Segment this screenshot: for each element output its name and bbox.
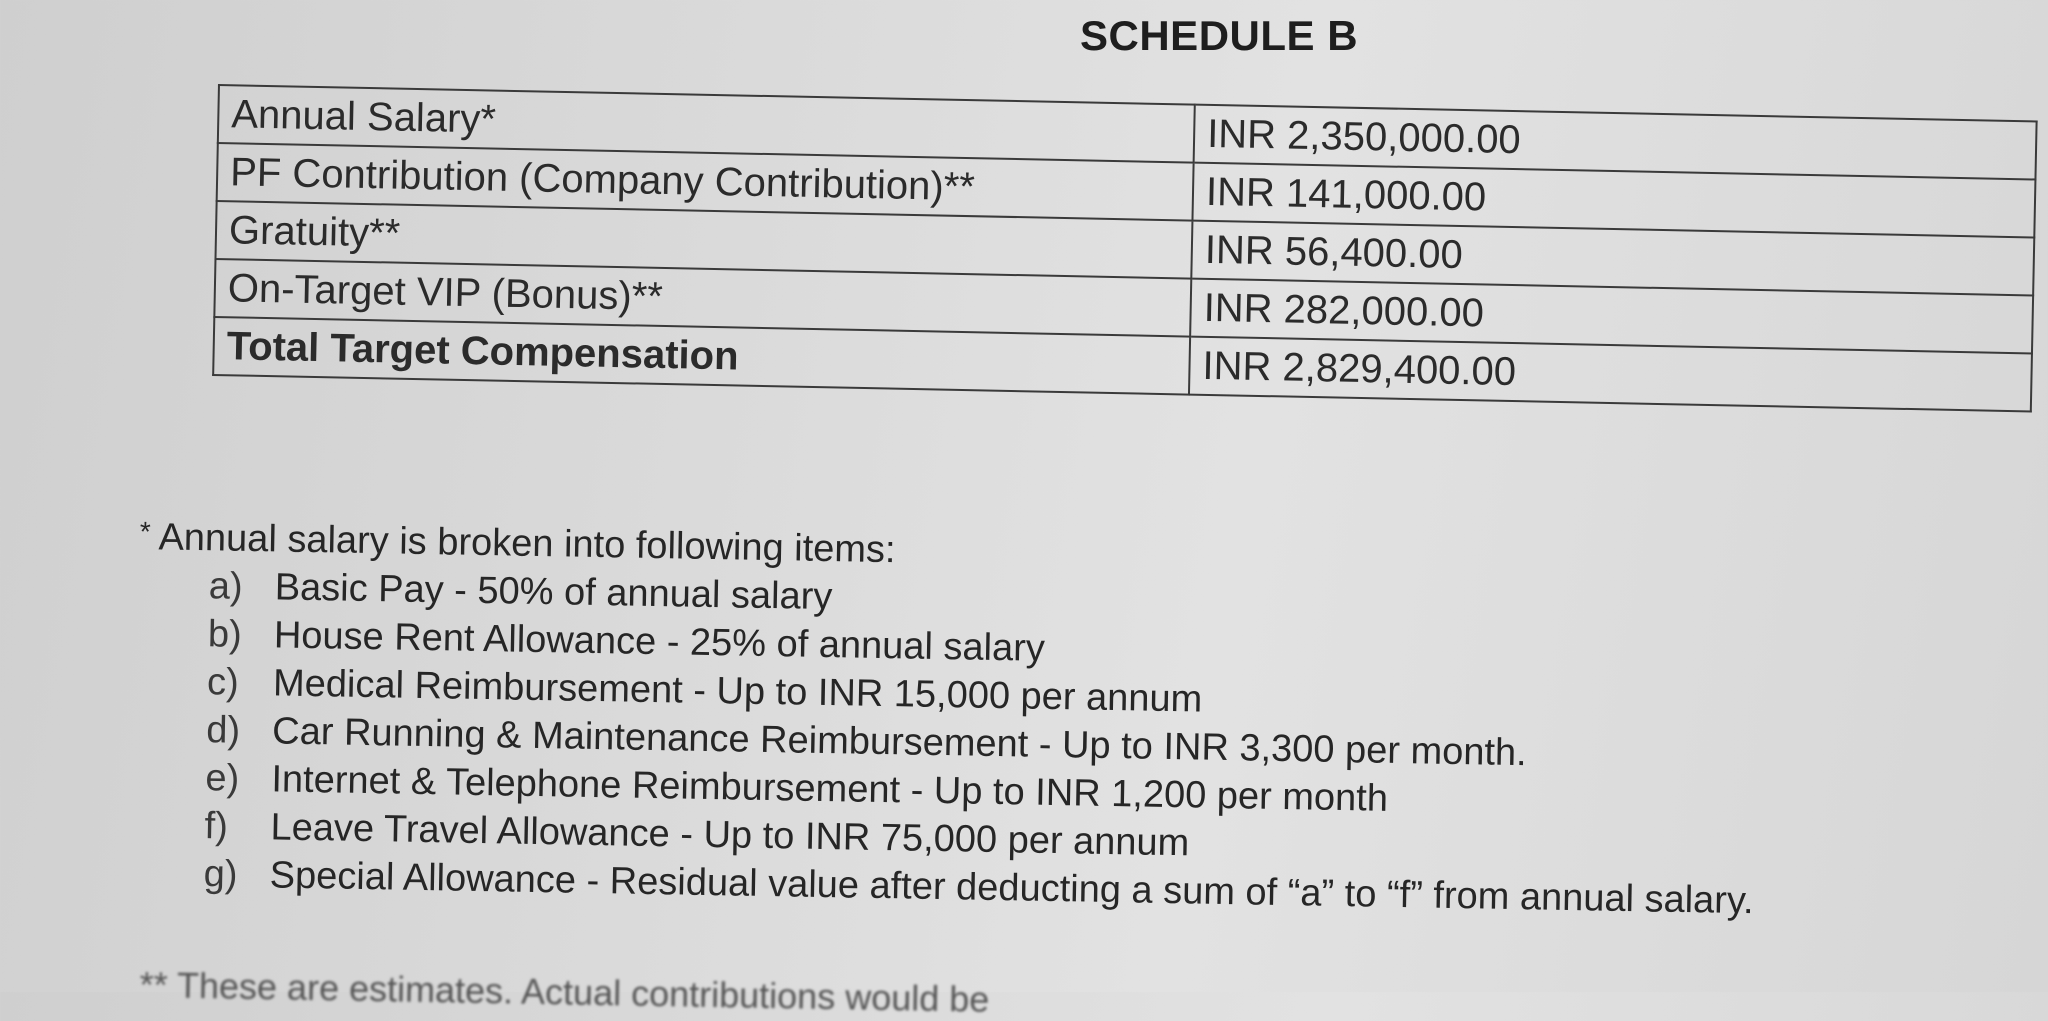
item-text: Medical Reimbursement - Up to INR 15,000 per annum xyxy=(272,662,1203,721)
row-value: INR 2,350,000.00 xyxy=(1194,105,2037,180)
compensation-table xyxy=(212,84,2037,412)
row-value: INR 141,000.00 xyxy=(1192,163,2035,238)
row-value: INR 282,000.00 xyxy=(1190,279,2033,354)
row-label: Total Target Compensation xyxy=(213,317,1190,395)
salary-breakdown-notes xyxy=(133,516,1760,925)
item-text: Internet & Telephone Reimbursement - Up to INR 1,200 per month xyxy=(271,758,1389,820)
row-label: PF Contribution (Company Contribution)** xyxy=(217,143,1194,221)
document-title: SCHEDULE B xyxy=(1080,12,1359,59)
item-marker: c) xyxy=(206,661,240,704)
row-label: Gratuity** xyxy=(215,201,1192,279)
item-marker: f) xyxy=(204,805,229,848)
footnote-star: * xyxy=(139,516,151,548)
item-text: House Rent Allowance - 25% of annual salary xyxy=(273,614,1046,670)
item-marker: d) xyxy=(205,709,241,752)
row-label: Annual Salary* xyxy=(218,85,1195,163)
item-text: Special Allowance - Residual value after deducting a sum of “a” to “f” from annual salary. xyxy=(269,854,1755,923)
row-value: INR 2,829,400.00 xyxy=(1189,337,2032,412)
estimates-footnote: ** These are estimates. Actual contributions would be xyxy=(139,964,990,1020)
row-label: On-Target VIP (Bonus)** xyxy=(214,259,1191,337)
item-marker: e) xyxy=(205,757,240,800)
notes-intro-text: Annual salary is broken into following items: xyxy=(158,516,896,572)
row-value: INR 56,400.00 xyxy=(1191,221,2034,296)
item-text: Basic Pay - 50% of annual salary xyxy=(274,566,833,619)
item-text: Leave Travel Allowance - Up to INR 75,000 per annum xyxy=(270,806,1190,865)
item-marker: a) xyxy=(208,565,243,608)
item-marker: g) xyxy=(203,853,238,896)
breakdown-list xyxy=(133,561,1759,925)
item-text: Car Running & Maintenance Reimbursement - Up to INR 3,300 per month. xyxy=(271,710,1528,775)
item-marker: b) xyxy=(207,613,243,656)
